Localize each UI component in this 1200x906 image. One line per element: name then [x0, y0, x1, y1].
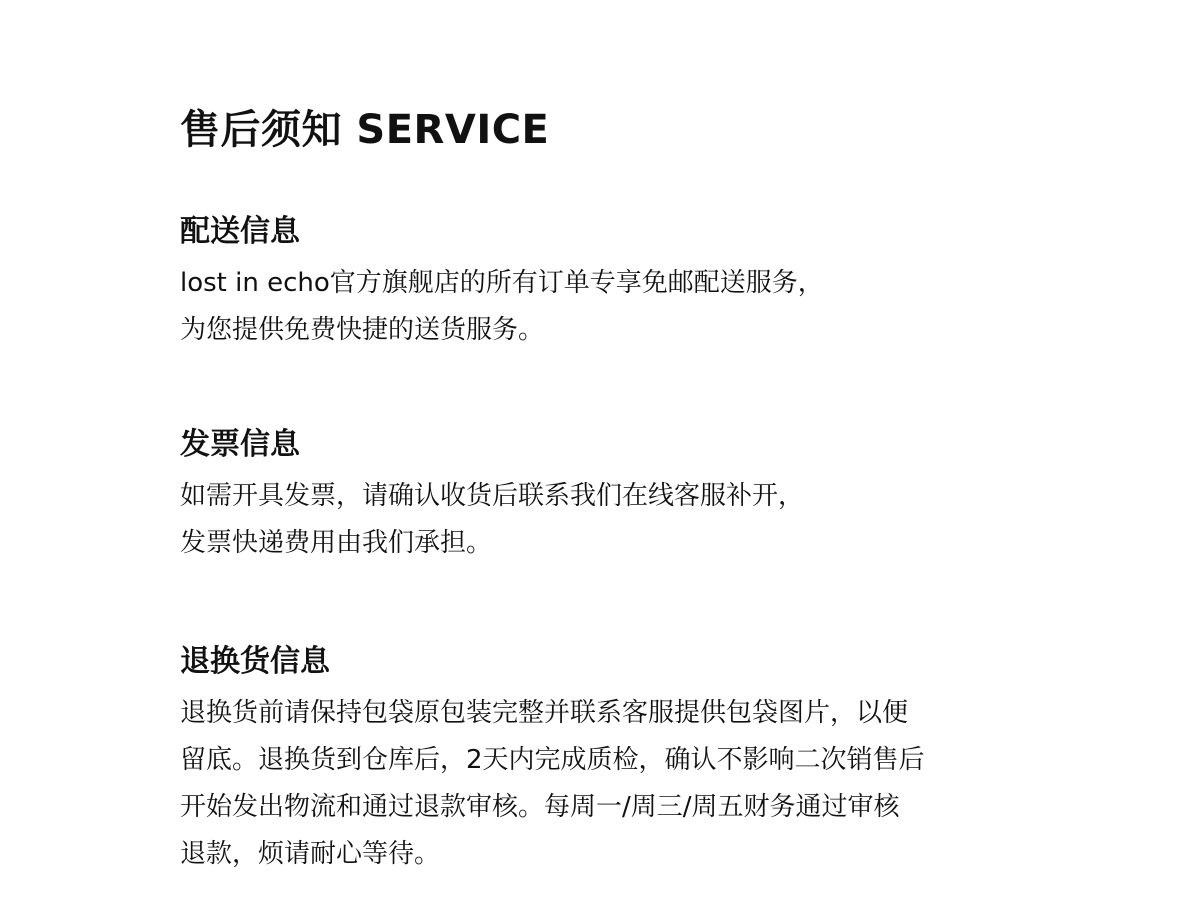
invoice-info-section	[180, 425, 1060, 567]
return-exchange-line: 开始发出物流和通过退款审核。每周一/周三/周五财务通过审核	[180, 792, 900, 822]
delivery-info-section	[180, 212, 1060, 354]
invoice-info-line: 发票快递费用由我们承担。	[180, 528, 493, 558]
invoice-info-heading: 发票信息	[180, 427, 300, 462]
return-exchange-line: 留底。退换货到仓库后，2天内完成质检，确认不影响二次销售后	[180, 745, 925, 775]
invoice-info-text	[180, 473, 1060, 567]
return-exchange-section	[180, 642, 1060, 878]
return-exchange-heading: 退换货信息	[180, 644, 330, 679]
delivery-info-line: lost in echo官方旗舰店的所有订单专享免邮配送服务，	[180, 268, 824, 298]
return-exchange-text	[180, 690, 1060, 878]
page-title: 售后须知 SERVICE	[180, 107, 550, 153]
delivery-info-text	[180, 260, 1060, 354]
invoice-info-line: 如需开具发票，请确认收货后联系我们在线客服补开，	[180, 481, 805, 511]
return-exchange-line: 退款，烦请耐心等待。	[180, 839, 441, 869]
delivery-info-heading: 配送信息	[180, 214, 300, 249]
return-exchange-line: 退换货前请保持包袋原包装完整并联系客服提供包袋图片，以便	[180, 698, 909, 728]
delivery-info-line: 为您提供免费快捷的送货服务。	[180, 315, 545, 345]
